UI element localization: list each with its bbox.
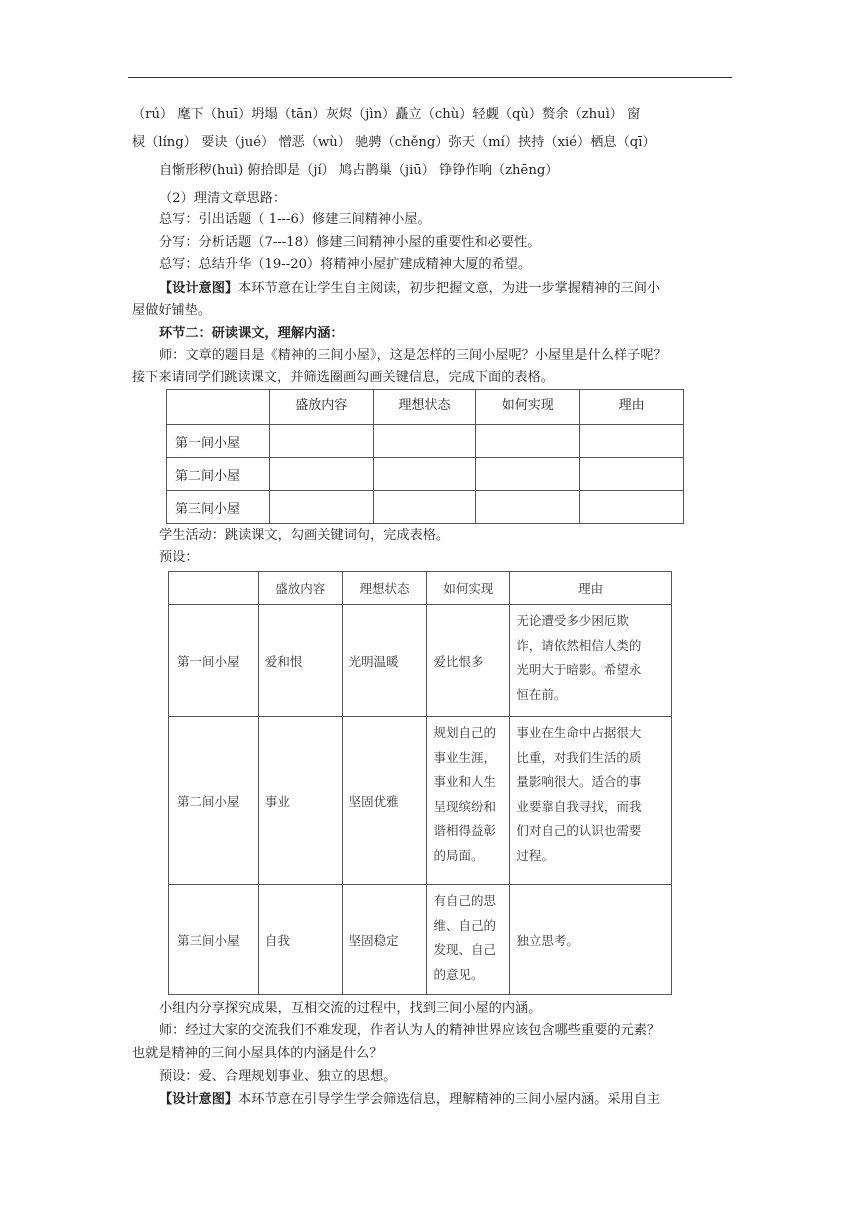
student-activity: 学生活动：跳读课文，勾画关键词句，完成表格。 xyxy=(159,528,450,543)
reason-line: 恒在前。 xyxy=(516,686,567,702)
how-line: 事业和人生 xyxy=(433,774,496,789)
empty-cell xyxy=(373,425,476,458)
reason-line: 光明大于暗影。希望永 xyxy=(516,662,642,677)
row-label: 第一间小屋 xyxy=(167,425,270,458)
answer-table xyxy=(168,571,672,995)
how-line: 的局面。 xyxy=(433,847,484,863)
table-row xyxy=(169,885,672,995)
header-rule xyxy=(128,77,732,78)
blank-worksheet-table xyxy=(166,389,684,524)
empty-cell xyxy=(373,491,476,524)
how-line: 发现、自己 xyxy=(433,942,496,957)
table-header-cell: 盛放内容 xyxy=(269,390,373,425)
ideal-state-cell: 坚固稳定 xyxy=(342,885,427,995)
how-line: 有自己的思 xyxy=(433,893,496,908)
empty-cell xyxy=(373,458,476,491)
empty-cell xyxy=(269,458,373,491)
reason-line: 量影响很大。适合的事 xyxy=(516,774,642,789)
empty-cell xyxy=(476,425,580,458)
preset-answer: 预设：爱、合理规划事业、独立的思想。 xyxy=(159,1069,397,1084)
table-row xyxy=(167,491,684,524)
table-header-row xyxy=(169,572,672,605)
table-header-cell: 如何实现 xyxy=(427,572,510,605)
empty-cell xyxy=(580,458,684,491)
group-share-text: 小组内分享探究成果，互相交流的过程中，找到三间小屋的内涵。 xyxy=(159,1001,542,1016)
teacher-question-1a: 师：文章的题目是《精神的三间小屋》，这是怎样的三间小屋呢？小屋里是什么样子呢？ xyxy=(159,348,667,363)
pinyin-line-1: （rú） 麾下（huī）坍塌（tān）灰烬（jìn）矗立（chù）轻觑（qù）赘余（zhuì） 窗 xyxy=(132,107,641,122)
pinyin-line-2: 棂（líng） 要诀（jué） 憎恶（wù） 驰骋（chěng）弥天（mí）挟持（xié）栖息（qī） xyxy=(132,135,656,150)
table-row xyxy=(167,425,684,458)
table-header-cell: 理想状态 xyxy=(342,572,427,605)
how-line: 谐相得益彰 xyxy=(433,823,496,838)
content-cell: 爱和恨 xyxy=(258,605,342,717)
row-label: 第三间小屋 xyxy=(167,491,270,524)
reason-line: 比重，对我们生活的质 xyxy=(516,749,642,765)
reason-cell: 独立思考。 xyxy=(510,885,672,995)
pinyin-line-3: 自惭形秽(huì) 俯拾即是（jí） 鸠占鹊巢（jiū） 铮铮作响（zhēng） xyxy=(159,163,559,178)
how-line: 事业生涯， xyxy=(433,749,496,765)
table-header-cell: 如何实现 xyxy=(476,390,580,425)
empty-cell xyxy=(269,491,373,524)
design-intent-1 xyxy=(159,280,660,298)
empty-cell xyxy=(580,491,684,524)
reason-line: 事业在生命中占据很大 xyxy=(516,725,642,740)
structure-part-1: 总写：引出话题（ 1---6）修建三间精神小屋。 xyxy=(159,212,431,227)
empty-cell xyxy=(476,458,580,491)
row-label: 第三间小屋 xyxy=(169,885,259,995)
preset-label: 预设： xyxy=(159,550,199,565)
reason-line: 业要靠自我寻找，而我 xyxy=(516,798,642,814)
content-cell: 自我 xyxy=(258,885,342,995)
reason-cell xyxy=(510,717,672,885)
how-cell xyxy=(427,885,510,995)
table-row xyxy=(169,605,672,717)
teacher-question-2a: 师：经过大家的交流我们不难发现，作者认为人的精神世界应该包含哪些重要的元素？ xyxy=(159,1023,661,1038)
design-intent-label: 【设计意图】 xyxy=(159,281,239,296)
table-header-row xyxy=(167,390,684,425)
empty-cell xyxy=(269,425,373,458)
reason-line: 无论遭受多少困厄欺 xyxy=(516,613,629,628)
content-cell: 事业 xyxy=(258,717,342,885)
how-cell: 爱比恨多 xyxy=(427,605,510,717)
how-line: 规划自己的 xyxy=(433,725,496,740)
reason-cell xyxy=(510,605,672,717)
teacher-question-2b: 也就是精神的三间小屋具体的内涵是什么？ xyxy=(132,1046,383,1061)
how-cell xyxy=(427,717,510,885)
row-label: 第一间小屋 xyxy=(169,605,259,717)
how-line: 维、自己的 xyxy=(433,917,496,933)
table-header-cell xyxy=(169,572,259,605)
ideal-state-cell: 光明温暖 xyxy=(342,605,427,717)
table-header-cell xyxy=(167,390,270,425)
table-row xyxy=(169,717,672,885)
reason-line: 们对自己的认识也需要 xyxy=(516,823,642,838)
reason-line: 过程。 xyxy=(516,847,554,863)
design-intent-text: 本环节意在让学生自主阅读，初步把握文意，为进一步掌握精神的三间小 xyxy=(238,281,661,296)
ideal-state-cell: 坚固优雅 xyxy=(342,717,427,885)
structure-heading: （2）理清文章思路： xyxy=(159,191,287,206)
row-label: 第二间小屋 xyxy=(169,717,259,885)
row-label: 第二间小屋 xyxy=(167,458,270,491)
design-intent-2 xyxy=(159,1091,660,1109)
table-header-cell: 理由 xyxy=(580,390,684,425)
how-line: 的意见。 xyxy=(433,966,484,982)
how-line: 呈现缤纷和 xyxy=(433,798,496,814)
empty-cell xyxy=(580,425,684,458)
design-intent-label: 【设计意图】 xyxy=(159,1092,239,1107)
table-header-cell: 理由 xyxy=(510,572,672,605)
section-2-title: 环节二：研读课文，理解内涵： xyxy=(159,326,344,341)
structure-part-3: 总写：总结升华（19--20）将精神小屋扩建成精神大厦的希望。 xyxy=(159,257,532,272)
structure-part-2: 分写：分析话题（7---18）修建三间精神小屋的重要性和必要性。 xyxy=(159,235,541,250)
teacher-question-1b: 接下来请同学们跳读课文，并筛选圈画勾画关键信息，完成下面的表格。 xyxy=(132,370,554,385)
reason-line: 诈，请依然相信人类的 xyxy=(516,637,642,653)
design-intent-text: 本环节意在引导学生学会筛选信息，理解精神的三间小屋内涵。采用自主 xyxy=(238,1092,661,1107)
table-header-cell: 盛放内容 xyxy=(258,572,342,605)
table-row xyxy=(167,458,684,491)
table-header-cell: 理想状态 xyxy=(373,390,476,425)
empty-cell xyxy=(476,491,580,524)
design-intent-1-cont: 屋做好铺垫。 xyxy=(132,303,212,318)
